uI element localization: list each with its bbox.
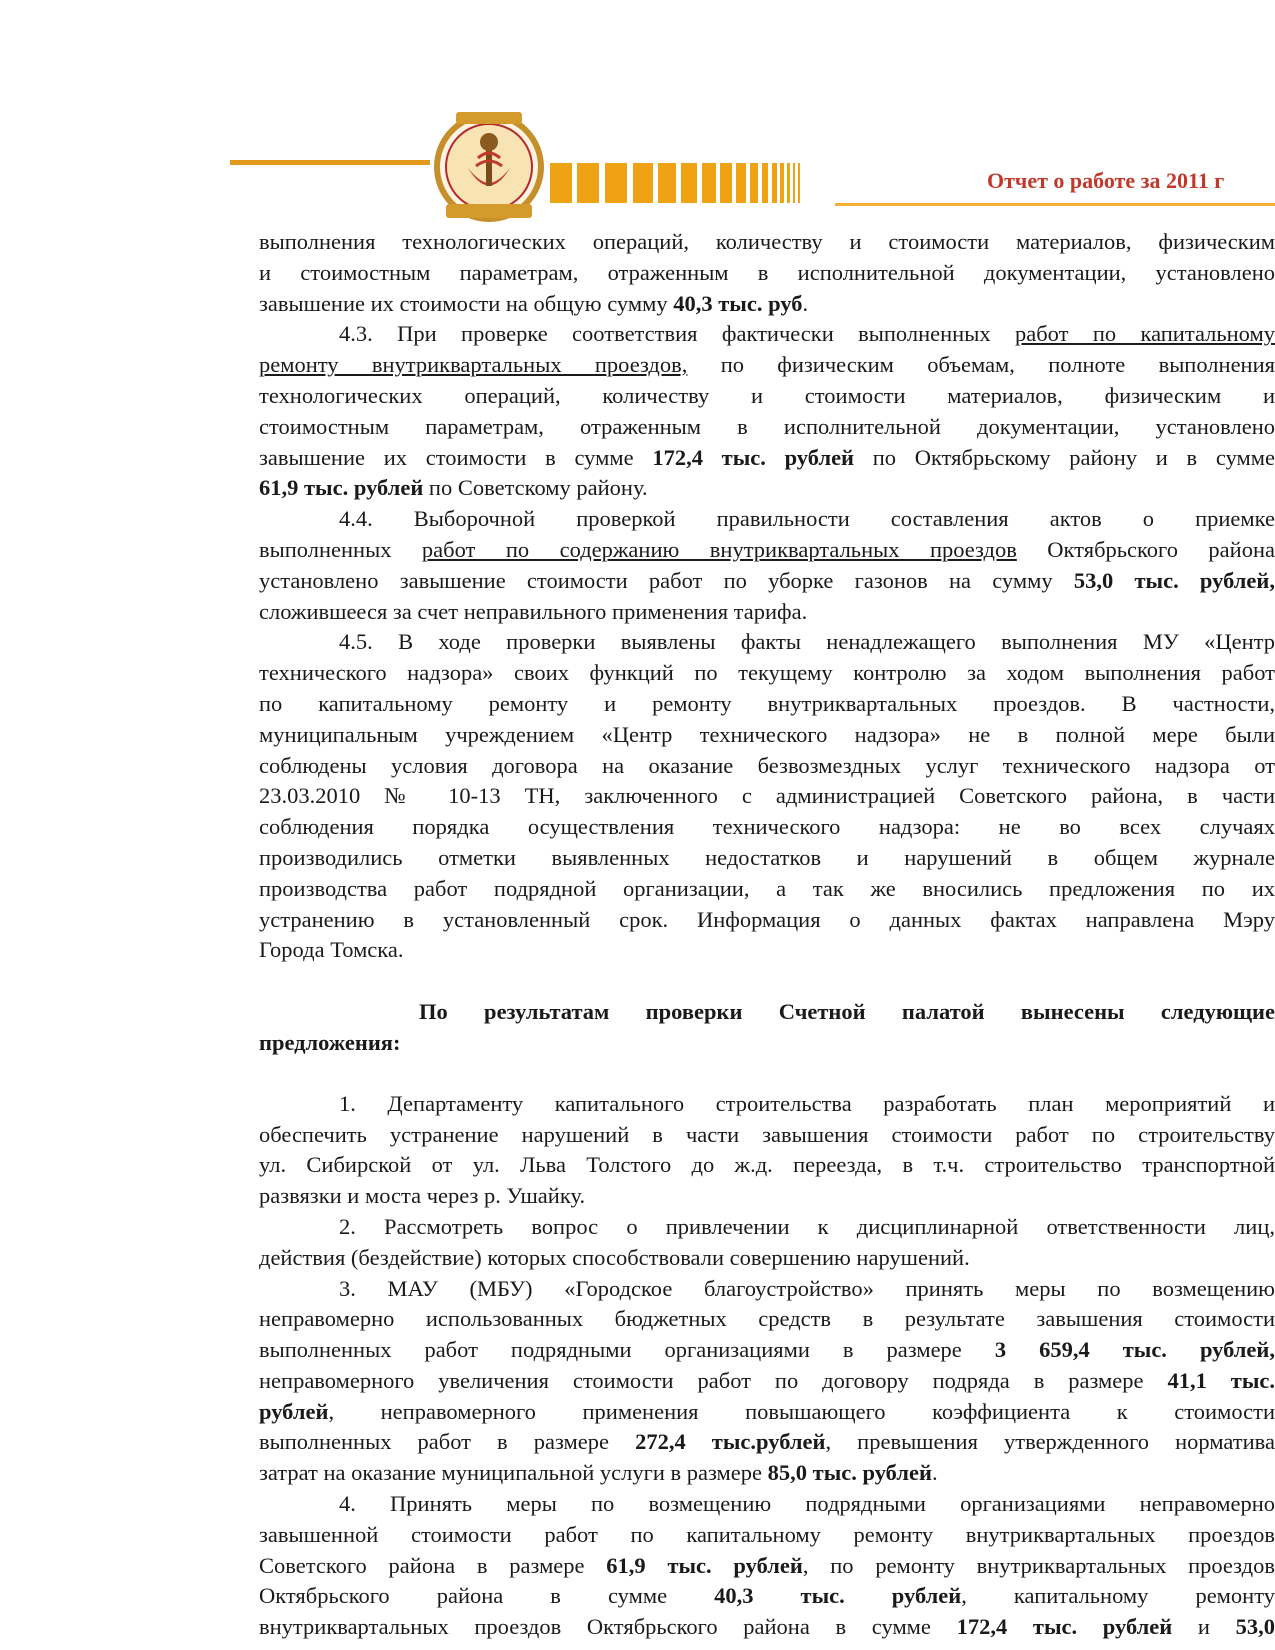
- amount: 172,4 тыс. рублей: [956, 1614, 1173, 1640]
- text-line: устранению в установленный срок. Информация о данных фактах направлена Мэру: [259, 906, 1275, 932]
- text-line: развязки и моста через р. Ушайку.: [259, 1183, 586, 1209]
- text-line: 4.3. При проверке соответствия фактически выполненных работ по капитальному: [339, 321, 1275, 347]
- text-line: выполнения технологических операций, количеству и стоимости материалов, физическим: [259, 229, 1275, 254]
- header-right-rule: [835, 203, 1275, 206]
- text-line: рублей, неправомерного применения повышающего коэффициента к стоимости: [259, 1398, 1275, 1424]
- text-line: ремонту внутриквартальных проездов, по физическим объемам, полноте выполнения: [259, 352, 1275, 378]
- text-line: и стоимостным параметрам, отраженным в исполнительной документации, установлено: [259, 259, 1275, 285]
- amount: 272,4 тыс.рублей: [635, 1429, 826, 1455]
- text-line: технического надзора» своих функций по текущему контролю за ходом выполнения работ: [259, 660, 1275, 686]
- text-line: выполненных работ по содержанию внутриквартальных проездов Октябрьского района: [259, 536, 1275, 562]
- text-line: производились отметки выявленных недостатков и нарушений в общем журнале: [259, 844, 1275, 870]
- text-line: неправомерного увеличения стоимости работ по договору подряда в размере 41,1 тыс.: [259, 1367, 1275, 1393]
- report-title: Отчет о работе за 2011 г: [987, 168, 1225, 193]
- text-line: Советского района в размере 61,9 тыс. рублей, по ремонту внутриквартальных проездов: [259, 1552, 1275, 1578]
- text-line: по капитальному ремонту и ремонту внутриквартальных проездов. В частности,: [259, 690, 1275, 716]
- text-line: соблюдены условия договора на оказание безвозмездных услуг технического надзора от: [259, 752, 1275, 778]
- amount: 41,1 тыс.: [1167, 1367, 1275, 1393]
- text-line: 61,9 тыс. рублей по Советскому району.: [259, 475, 648, 501]
- amount: 40,3 тыс. рублей: [714, 1583, 962, 1609]
- text-line: внутриквартальных проездов Октябрьского района в сумме 172,4 тыс. рублей и 53,0: [259, 1614, 1275, 1640]
- text-line: 1. Департаменту капитального строительства разработать план мероприятий и: [339, 1090, 1275, 1116]
- text-line: выполненных работ подрядными организациями в размере 3 659,4 тыс. рублей,: [259, 1337, 1275, 1363]
- text-line: соблюдения порядка осуществления технического надзора: не во всех случаях: [259, 814, 1275, 840]
- text-line: обеспечить устранение нарушений в части завышения стоимости работ по строительству: [259, 1121, 1275, 1147]
- amount: 85,0 тыс. рублей: [767, 1460, 932, 1486]
- amount: 172,4 тыс. рублей: [652, 444, 855, 470]
- text-line: 3. МАУ (МБУ) «Городское благоустройство» принять меры по возмещению: [339, 1275, 1275, 1301]
- section-heading: По результатам проверки Счетной палатой вынесены следующие: [419, 999, 1275, 1025]
- amount: 61,9 тыс. рублей: [259, 475, 424, 501]
- header-decor-bars: [550, 163, 835, 203]
- text-line: 4.5. В ходе проверки выявлены факты ненадлежащего выполнения МУ «Центр: [339, 629, 1275, 655]
- text-line: 4. Принять меры по возмещению подрядными организациями неправомерно: [339, 1491, 1275, 1517]
- text-line: установлено завышение стоимости работ по уборке газонов на сумму 53,0 тыс. рублей,: [259, 567, 1275, 593]
- amount: 53,0 тыс. рублей,: [1073, 567, 1275, 593]
- text-line: 4.4. Выборочной проверкой правильности составления актов о приемке: [339, 506, 1275, 532]
- text-line: выполненных работ в размере 272,4 тыс.рублей, превышения утвержденного норматива: [259, 1429, 1275, 1455]
- text-line: 2. Рассмотреть вопрос о привлечении к дисциплинарной ответственности лиц,: [339, 1213, 1275, 1239]
- text-line: затрат на оказание муниципальной услуги в размере 85,0 тыс. рублей.: [259, 1460, 938, 1486]
- text-line: Октябрьского района в сумме 40,3 тыс. рублей, капитальному ремонту: [259, 1583, 1275, 1609]
- amount: 3 659,4 тыс. рублей,: [994, 1337, 1275, 1363]
- text-line: ул. Сибирской от ул. Льва Толстого до ж.д. переезда, в т.ч. строительство транспортной: [259, 1152, 1275, 1178]
- text-line: завышенной стоимости работ по капитальному ремонту внутриквартальных проездов: [259, 1521, 1275, 1547]
- amount: 61,9 тыс. рублей: [606, 1552, 803, 1578]
- document-body: [259, 227, 1275, 1643]
- text-line: 23.03.2010 № 10-13 ТН, заключенного с администрацией Советского района, в части: [259, 783, 1275, 809]
- text-line: сложившееся за счет неправильного применения тарифа.: [259, 598, 808, 624]
- header-left-rule: [230, 160, 430, 165]
- text-line: муниципальным учреждением «Центр технического надзора» не в полной мере были: [259, 721, 1275, 747]
- section-heading: предложения:: [259, 1029, 401, 1055]
- text-line: неправомерно использованных бюджетных средств в результате завышения стоимости: [259, 1306, 1275, 1332]
- text-line: производства работ подрядной организации, а так же вносились предложения по их: [259, 875, 1275, 901]
- text-line: Города Томска.: [259, 937, 404, 963]
- text-line: завышение их стоимости на общую сумму 40,3 тыс. руб.: [259, 290, 809, 316]
- text-line: действия (бездействие) которых способствовали совершению нарушений.: [259, 1244, 970, 1270]
- amount: 40,3 тыс. руб: [673, 290, 803, 316]
- amount: рублей: [259, 1398, 329, 1424]
- text-line: технологических операций, количеству и стоимости материалов, физическим и: [259, 382, 1275, 408]
- text-line: стоимостным параметрам, отраженным в исполнительной документации, установлено: [259, 413, 1275, 439]
- emblem-logo: [428, 108, 550, 226]
- text-line: завышение их стоимости в сумме 172,4 тыс. рублей по Октябрьскому району и в сумме: [259, 444, 1275, 470]
- page-header: [0, 100, 1275, 230]
- amount: 53,0: [1235, 1614, 1275, 1640]
